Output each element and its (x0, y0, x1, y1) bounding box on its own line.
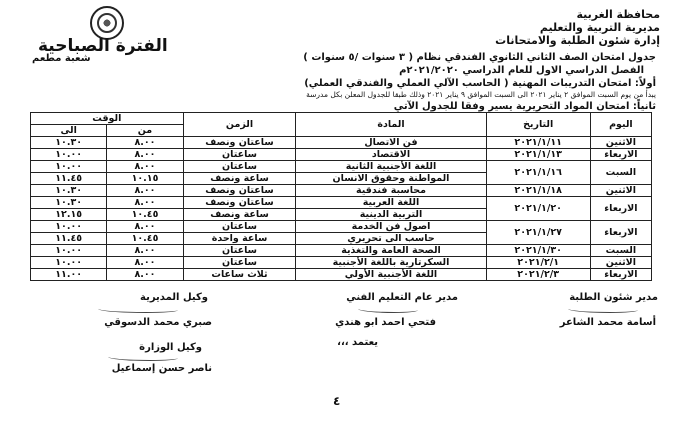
subject-cell: الاقتصاد (296, 149, 486, 161)
from-cell: ١٠.٤٥ (107, 209, 183, 221)
deputy-directorate-name: صبري محمد الدسوقي (104, 317, 212, 328)
directorate-label: مديرية التربية والتعليم (539, 21, 660, 34)
table-row (31, 137, 652, 149)
deputy-directorate-title: وكيل المديرية (140, 292, 208, 303)
students-affairs-name: أسامة محمد الشاعر (559, 317, 656, 328)
students-affairs-title: مدير شئون الطلبة (569, 292, 658, 303)
deputy-ministry-signature-icon (108, 354, 178, 361)
date-cell: ٢٠٢١/١/٢٠ (486, 197, 590, 221)
from-cell: ٨.٠٠ (107, 137, 183, 149)
to-cell: ١٠.٠٠ (31, 149, 107, 161)
from-cell: ٨.٠٠ (107, 269, 183, 281)
duration-cell: ساعتان (183, 149, 296, 161)
deputy-directorate-signature-icon (98, 306, 178, 313)
duration-cell: ساعتان (183, 161, 296, 173)
from-cell: ٨.٠٠ (107, 197, 183, 209)
administration-label: إدارة شئون الطلبة والامتحانات (495, 34, 660, 47)
duration-cell: ساعة واحدة (183, 233, 296, 245)
day-cell: السبت (590, 161, 651, 185)
date-header: التاريخ (486, 113, 590, 137)
day-cell: الاربعاء (590, 221, 651, 245)
table-row (31, 245, 652, 257)
table-row (31, 197, 652, 209)
to-cell: ١١.٤٥ (31, 233, 107, 245)
deputy-ministry-title: وكيل الوزارة (139, 342, 202, 353)
duration-cell: ساعتان ونصف (183, 137, 296, 149)
subject-cell: المواطنة وحقوق الانسان (296, 173, 486, 185)
from-cell: ٨.٠٠ (107, 221, 183, 233)
to-cell: ١٠.٣٠ (31, 197, 107, 209)
from-cell: ٨.٠٠ (107, 257, 183, 269)
to-cell: ١١.٤٥ (31, 173, 107, 185)
date-cell: ٢٠٢١/١/٢٧ (486, 221, 590, 245)
duration-cell: ساعتان (183, 245, 296, 257)
date-cell: ٢٠٢١/١/٣٠ (486, 245, 590, 257)
duration-header: الزمن (183, 113, 296, 137)
table-row (31, 221, 652, 233)
from-cell: ٨.٠٠ (107, 185, 183, 197)
to-cell: ١٠.٠٠ (31, 245, 107, 257)
subject-cell: اللغة الأجنبية الثانية (296, 161, 486, 173)
duration-cell: ساعتان (183, 257, 296, 269)
table-row (31, 149, 652, 161)
subject-cell: اللغة الأجنبية الأولي (296, 269, 486, 281)
subject-header: المادة (296, 113, 486, 137)
to-cell: ١٠.٣٠ (31, 185, 107, 197)
subject-cell: الصحة العامة والتغذية (296, 245, 486, 257)
day-cell: الاثنين (590, 257, 651, 269)
duration-cell: ساعتان (183, 221, 296, 233)
from-header: من (107, 125, 183, 137)
subject-cell: السكرتارية باللغة الأجنبية (296, 257, 486, 269)
practical-exam-heading: أولاً: امتحان التدريبات المهنية ( الحاسب الآلي العملي والفندقي العملي) (304, 78, 656, 89)
technical-education-title: مدير عام التعليم الفني (346, 292, 458, 303)
time-header: الوقت (31, 113, 184, 125)
subject-cell: التربية الدينية (296, 209, 486, 221)
date-cell: ٢٠٢١/١/١١ (486, 137, 590, 149)
deputy-ministry-name: ناصر حسن إسماعيل (111, 363, 212, 374)
government-header (495, 8, 660, 47)
technical-education-name: فتحي احمد ابو هندي (335, 317, 436, 328)
subject-cell: فن الاتصال (296, 137, 486, 149)
to-cell: ١٠.٠٠ (31, 161, 107, 173)
from-cell: ٨.٠٠ (107, 245, 183, 257)
date-cell: ٢٠٢١/٢/٣ (486, 269, 590, 281)
ministry-logo-icon (90, 6, 124, 40)
date-cell: ٢٠٢١/٢/١ (486, 257, 590, 269)
date-cell: ٢٠٢١/١/١٣ (486, 149, 590, 161)
day-cell: الاربعاء (590, 269, 651, 281)
subject-cell: حاسب الى تحريري (296, 233, 486, 245)
governorate-label: محافظة الغربية (576, 8, 660, 21)
date-cell: ٢٠٢١/١/١٦ (486, 161, 590, 185)
to-cell: ١٠.٠٠ (31, 221, 107, 233)
written-exam-heading: ثانياً: امتحان المواد التحريرية يسير وفقا للجدول الآتي (393, 101, 656, 112)
day-cell: الاثنين (590, 137, 651, 149)
duration-cell: ثلاث ساعات (183, 269, 296, 281)
subject-cell: محاسبة فندقية (296, 185, 486, 197)
duration-cell: ساعتان ونصف (183, 185, 296, 197)
page-number: ٤ (333, 394, 341, 408)
period-title: الفترة الصباحية (38, 36, 168, 56)
day-cell: الاربعاء (590, 149, 651, 161)
to-cell: ١٢.١٥ (31, 209, 107, 221)
to-cell: ١٠.٣٠ (31, 137, 107, 149)
practical-exam-note: يبدأ من يوم السبت الموافق ٢ يناير ٢٠٢١ الى السبت الموافق ٩ يناير ٢٠٢١ وذلك طبقا للجدول المعلن بكل مدرسة (306, 90, 656, 99)
table-row (31, 269, 652, 281)
department-label: شعبة مطعم (32, 53, 91, 64)
day-cell: السبت (590, 245, 651, 257)
to-cell: ١٠.٠٠ (31, 257, 107, 269)
day-cell: الاربعاء (590, 197, 651, 221)
from-cell: ٨.٠٠ (107, 161, 183, 173)
duration-cell: ساعة ونصف (183, 173, 296, 185)
subject-cell: اللغة العربية (296, 197, 486, 209)
duration-cell: ساعة ونصف (183, 209, 296, 221)
date-cell: ٢٠٢١/١/١٨ (486, 185, 590, 197)
day-header: اليوم (590, 113, 651, 137)
table-header-row (31, 113, 652, 125)
exam-schedule-table (30, 112, 652, 281)
approval-label: يعتمد ،،، (337, 337, 378, 348)
from-cell: ١٠.١٥ (107, 173, 183, 185)
from-cell: ٨.٠٠ (107, 149, 183, 161)
table-row (31, 185, 652, 197)
from-cell: ١٠.٤٥ (107, 233, 183, 245)
exam-title: جدول امتحان الصف الثاني الثانوي الفندقي نظام ( ٣ سنوات /٥ سنوات ) (303, 52, 656, 63)
to-cell: ١١.٠٠ (31, 269, 107, 281)
table-row (31, 257, 652, 269)
day-cell: الاثنين (590, 185, 651, 197)
technical-education-signature-icon (358, 306, 418, 313)
duration-cell: ساعتان ونصف (183, 197, 296, 209)
subject-cell: اصول فن الخدمة (296, 221, 486, 233)
table-row (31, 161, 652, 173)
term-label: الفصل الدراسي الاول للعام الدراسي ٢٠٢١/٢٠٢٠م (399, 65, 644, 76)
students-affairs-signature-icon (568, 306, 638, 313)
to-header: الى (31, 125, 107, 137)
